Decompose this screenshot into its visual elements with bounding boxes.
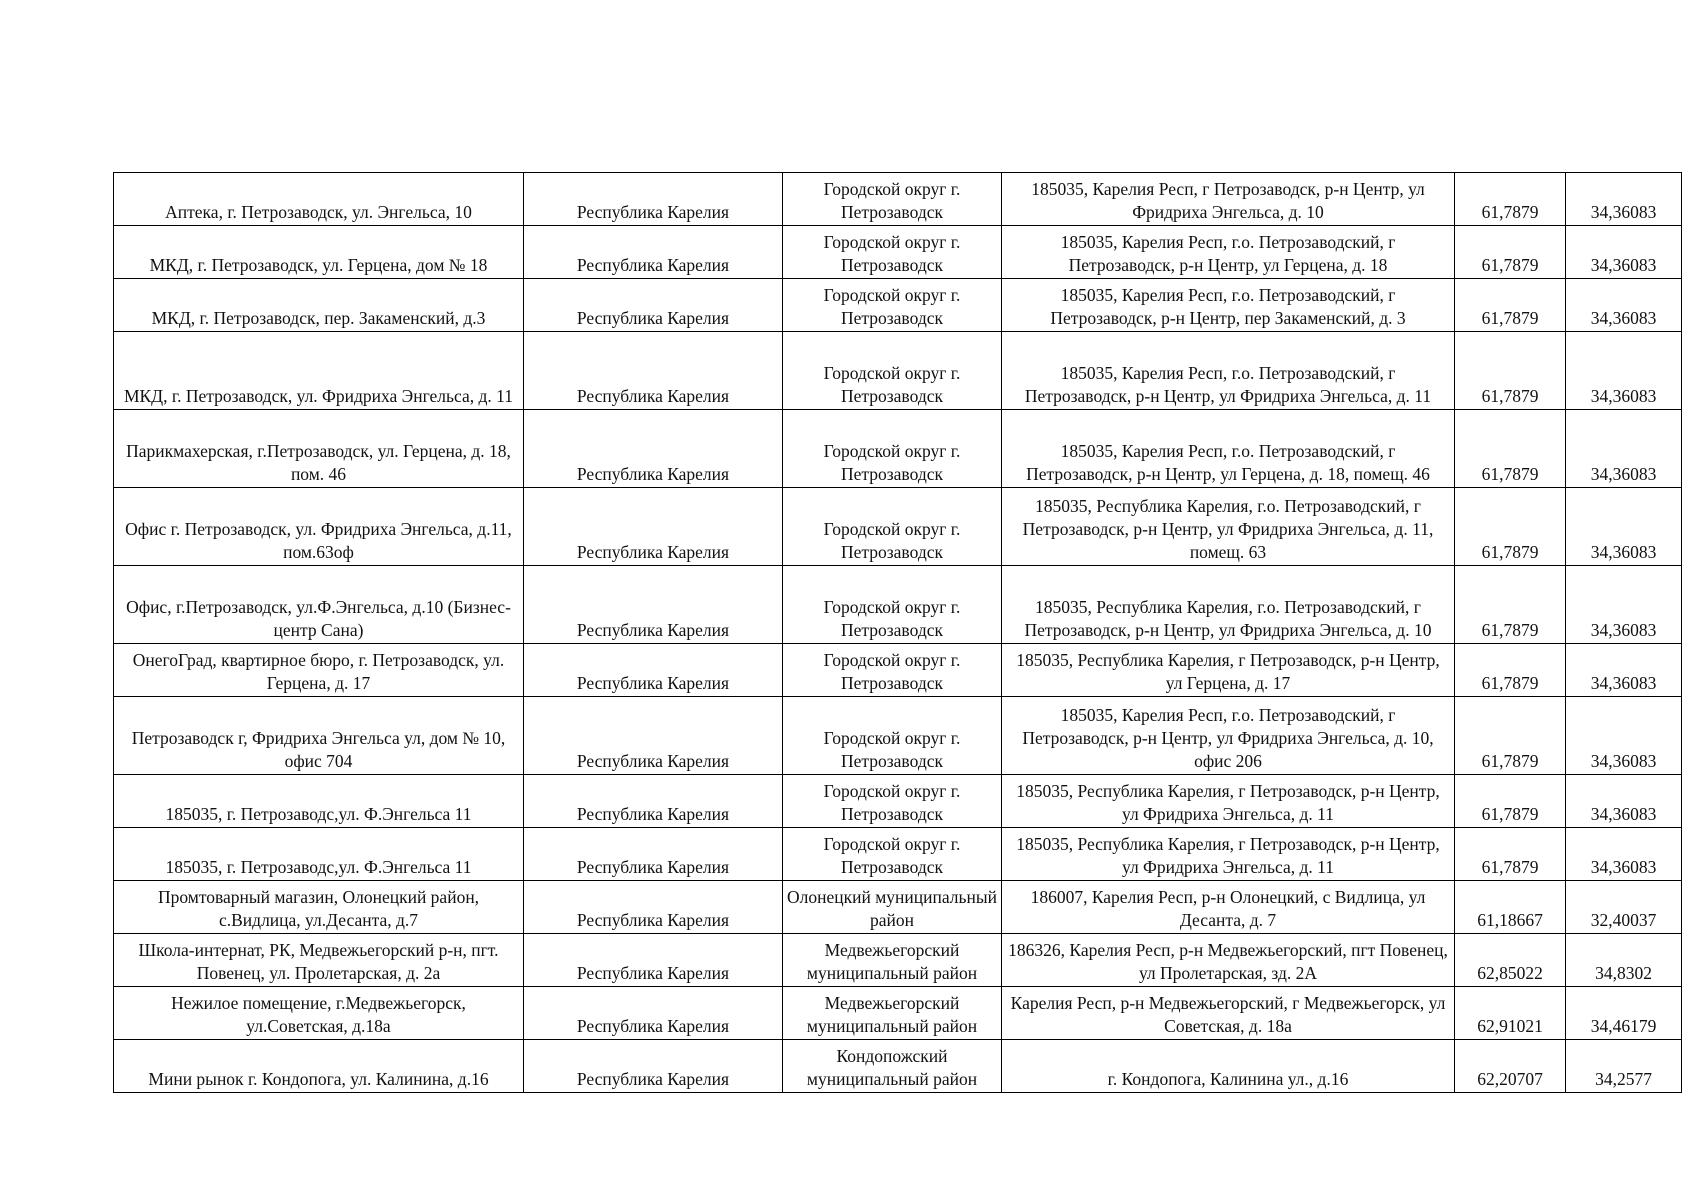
- longitude-cell: 34,36083: [1566, 332, 1682, 410]
- table-row: [114, 881, 1682, 934]
- region-cell: Республика Карелия: [524, 332, 783, 410]
- longitude-cell: 34,8302: [1566, 934, 1682, 987]
- address-cell: 185035, Карелия Респ, г Петрозаводск, р-н Центр, ул Фридриха Энгельса, д. 10: [1002, 173, 1455, 226]
- latitude-cell: 61,7879: [1455, 697, 1566, 775]
- address-cell: 185035, Карелия Респ, г.о. Петрозаводский, г Петрозаводск, р-н Центр, ул Фридриха Энгельса, д. 11: [1002, 332, 1455, 410]
- latitude-cell: 62,91021: [1455, 987, 1566, 1040]
- address-cell: 185035, Карелия Респ, г.о. Петрозаводский, г Петрозаводск, р-н Центр, ул Герцена, д. 18, помещ. 46: [1002, 410, 1455, 488]
- table-row: [114, 279, 1682, 332]
- object-name-cell: Мини рынок г. Кондопога, ул. Калинина, д.16: [114, 1040, 524, 1093]
- region-cell: Республика Карелия: [524, 173, 783, 226]
- object-name-cell: Аптека, г. Петрозаводск, ул. Энгельса, 10: [114, 173, 524, 226]
- latitude-cell: 61,7879: [1455, 410, 1566, 488]
- object-name-cell: Офис г. Петрозаводск, ул. Фридриха Энгельса, д.11, пом.63оф: [114, 488, 524, 566]
- table-row: [114, 775, 1682, 828]
- region-cell: Республика Карелия: [524, 644, 783, 697]
- address-cell: г. Кондопога, Калинина ул., д.16: [1002, 1040, 1455, 1093]
- district-cell: Городской округ г. Петрозаводск: [783, 697, 1002, 775]
- object-name-cell: Петрозаводск г, Фридриха Энгельса ул, дом № 10, офис 704: [114, 697, 524, 775]
- region-cell: Республика Карелия: [524, 775, 783, 828]
- table-row: [114, 226, 1682, 279]
- address-cell: 185035, Республика Карелия, г.о. Петрозаводский, г Петрозаводск, р-н Центр, ул Фридриха Энгельса, д. 11, помещ. 63: [1002, 488, 1455, 566]
- latitude-cell: 61,7879: [1455, 173, 1566, 226]
- address-cell: 186326, Карелия Респ, р-н Медвежьегорский, пгт Повенец, ул Пролетарская, зд. 2А: [1002, 934, 1455, 987]
- table-row: [114, 410, 1682, 488]
- object-name-cell: Нежилое помещение, г.Медвежьегорск, ул.Советская, д.18а: [114, 987, 524, 1040]
- table-row: [114, 566, 1682, 644]
- object-name-cell: Парикмахерская, г.Петрозаводск, ул. Герцена, д. 18, пом. 46: [114, 410, 524, 488]
- district-cell: Городской округ г. Петрозаводск: [783, 828, 1002, 881]
- table-row: [114, 934, 1682, 987]
- district-cell: Городской округ г. Петрозаводск: [783, 226, 1002, 279]
- region-cell: Республика Карелия: [524, 488, 783, 566]
- district-cell: Медвежьегорский муниципальный район: [783, 934, 1002, 987]
- longitude-cell: 34,2577: [1566, 1040, 1682, 1093]
- latitude-cell: 61,7879: [1455, 566, 1566, 644]
- longitude-cell: 34,36083: [1566, 697, 1682, 775]
- district-cell: Городской округ г. Петрозаводск: [783, 566, 1002, 644]
- latitude-cell: 61,7879: [1455, 332, 1566, 410]
- district-cell: Кондопожский муниципальный район: [783, 1040, 1002, 1093]
- objects-table: [113, 172, 1682, 1093]
- object-name-cell: 185035, г. Петрозаводс,ул. Ф.Энгельса 11: [114, 775, 524, 828]
- longitude-cell: 34,36083: [1566, 226, 1682, 279]
- region-cell: Республика Карелия: [524, 1040, 783, 1093]
- table-row: [114, 332, 1682, 410]
- latitude-cell: 61,7879: [1455, 488, 1566, 566]
- region-cell: Республика Карелия: [524, 987, 783, 1040]
- table-row: [114, 488, 1682, 566]
- region-cell: Республика Карелия: [524, 566, 783, 644]
- table-row: [114, 644, 1682, 697]
- longitude-cell: 34,46179: [1566, 987, 1682, 1040]
- latitude-cell: 62,20707: [1455, 1040, 1566, 1093]
- district-cell: Городской округ г. Петрозаводск: [783, 279, 1002, 332]
- table-row: [114, 697, 1682, 775]
- latitude-cell: 61,7879: [1455, 644, 1566, 697]
- object-name-cell: Офис, г.Петрозаводск, ул.Ф.Энгельса, д.10 (Бизнес-центр Сана): [114, 566, 524, 644]
- table-row: [114, 987, 1682, 1040]
- region-cell: Республика Карелия: [524, 226, 783, 279]
- latitude-cell: 61,7879: [1455, 226, 1566, 279]
- object-name-cell: ОнегоГрад, квартирное бюро, г. Петрозаводск, ул. Герцена, д. 17: [114, 644, 524, 697]
- address-cell: 185035, Карелия Респ, г.о. Петрозаводский, г Петрозаводск, р-н Центр, ул Герцена, д. 18: [1002, 226, 1455, 279]
- region-cell: Республика Карелия: [524, 697, 783, 775]
- longitude-cell: 34,36083: [1566, 173, 1682, 226]
- longitude-cell: 34,36083: [1566, 488, 1682, 566]
- address-cell: 185035, Карелия Респ, г.о. Петрозаводский, г Петрозаводск, р-н Центр, пер Закаменский, д. 3: [1002, 279, 1455, 332]
- region-cell: Республика Карелия: [524, 828, 783, 881]
- longitude-cell: 34,36083: [1566, 279, 1682, 332]
- object-name-cell: Школа-интернат, РК, Медвежьегорский р-н, пгт. Повенец, ул. Пролетарская, д. 2а: [114, 934, 524, 987]
- object-name-cell: МКД, г. Петрозаводск, ул. Фридриха Энгельса, д. 11: [114, 332, 524, 410]
- address-cell: 185035, Республика Карелия, г Петрозаводск, р-н Центр, ул Фридриха Энгельса, д. 11: [1002, 828, 1455, 881]
- object-name-cell: МКД, г. Петрозаводск, ул. Герцена, дом № 18: [114, 226, 524, 279]
- district-cell: Городской округ г. Петрозаводск: [783, 173, 1002, 226]
- latitude-cell: 61,7879: [1455, 279, 1566, 332]
- district-cell: Городской округ г. Петрозаводск: [783, 410, 1002, 488]
- object-name-cell: 185035, г. Петрозаводс,ул. Ф.Энгельса 11: [114, 828, 524, 881]
- latitude-cell: 61,7879: [1455, 775, 1566, 828]
- table-row: [114, 173, 1682, 226]
- longitude-cell: 32,40037: [1566, 881, 1682, 934]
- district-cell: Городской округ г. Петрозаводск: [783, 644, 1002, 697]
- table-body: [114, 173, 1682, 1093]
- latitude-cell: 61,7879: [1455, 828, 1566, 881]
- table-row: [114, 1040, 1682, 1093]
- district-cell: Городской округ г. Петрозаводск: [783, 488, 1002, 566]
- table-row: [114, 828, 1682, 881]
- region-cell: Республика Карелия: [524, 881, 783, 934]
- longitude-cell: 34,36083: [1566, 566, 1682, 644]
- longitude-cell: 34,36083: [1566, 644, 1682, 697]
- region-cell: Республика Карелия: [524, 410, 783, 488]
- district-cell: Городской округ г. Петрозаводск: [783, 775, 1002, 828]
- district-cell: Олонецкий муниципальный район: [783, 881, 1002, 934]
- longitude-cell: 34,36083: [1566, 828, 1682, 881]
- district-cell: Городской округ г. Петрозаводск: [783, 332, 1002, 410]
- region-cell: Республика Карелия: [524, 934, 783, 987]
- address-cell: 185035, Республика Карелия, г.о. Петрозаводский, г Петрозаводск, р-н Центр, ул Фридриха Энгельса, д. 10: [1002, 566, 1455, 644]
- address-cell: 185035, Республика Карелия, г Петрозаводск, р-н Центр, ул Герцена, д. 17: [1002, 644, 1455, 697]
- address-cell: 185035, Карелия Респ, г.о. Петрозаводский, г Петрозаводск, р-н Центр, ул Фридриха Энгельса, д. 10, офис 206: [1002, 697, 1455, 775]
- address-cell: 186007, Карелия Респ, р-н Олонецкий, с Видлица, ул Десанта, д. 7: [1002, 881, 1455, 934]
- latitude-cell: 61,18667: [1455, 881, 1566, 934]
- longitude-cell: 34,36083: [1566, 775, 1682, 828]
- address-cell: 185035, Республика Карелия, г Петрозаводск, р-н Центр, ул Фридриха Энгельса, д. 11: [1002, 775, 1455, 828]
- object-name-cell: МКД, г. Петрозаводск, пер. Закаменский, д.3: [114, 279, 524, 332]
- object-name-cell: Промтоварный магазин, Олонецкий район, с.Видлица, ул.Десанта, д.7: [114, 881, 524, 934]
- region-cell: Республика Карелия: [524, 279, 783, 332]
- district-cell: Медвежьегорский муниципальный район: [783, 987, 1002, 1040]
- longitude-cell: 34,36083: [1566, 410, 1682, 488]
- latitude-cell: 62,85022: [1455, 934, 1566, 987]
- address-cell: Карелия Респ, р-н Медвежьегорский, г Медвежьегорск, ул Советская, д. 18а: [1002, 987, 1455, 1040]
